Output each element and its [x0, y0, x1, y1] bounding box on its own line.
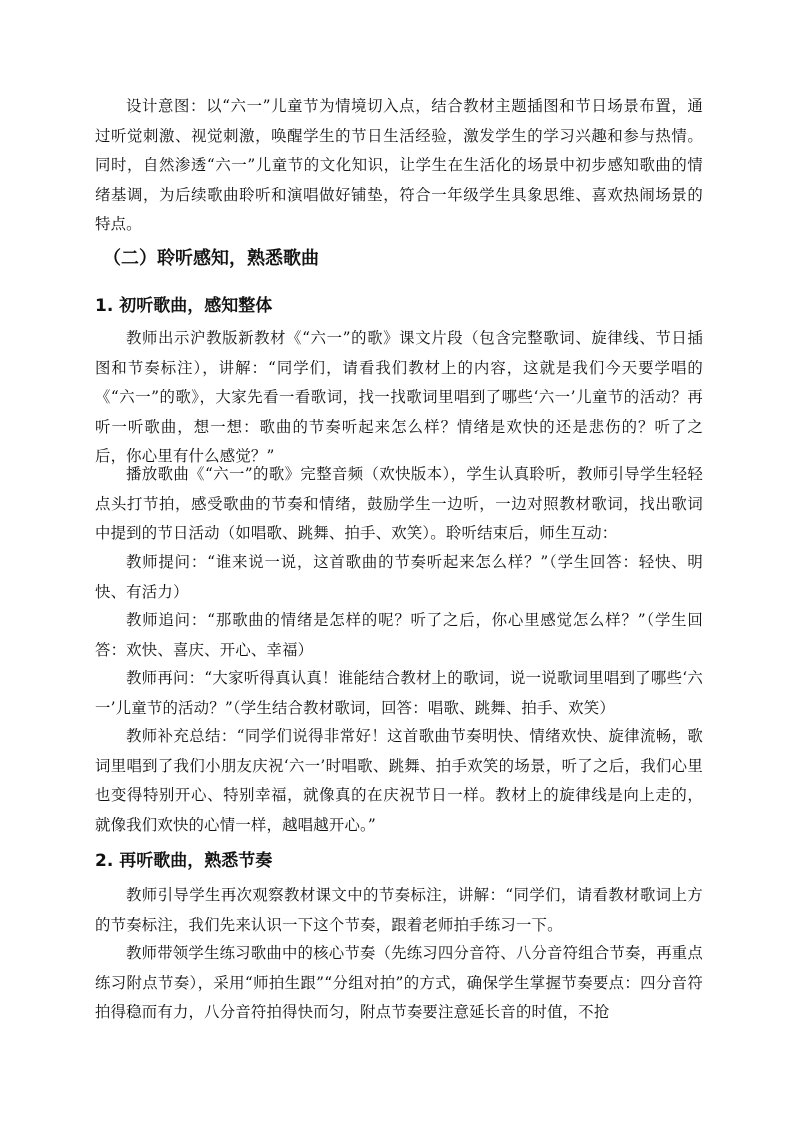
- design-intent-paragraph: 设计意图：以“六一”儿童节为情境切入点，结合教材主题插图和节日场景布置，通过听觉刺激、视觉刺激，唤醒学生的节日生活经验，激发学生的学习兴趣和参与热情。同时，自然渗透“六一”儿童节的文化知识，让学生在生活化的场景中初步感知歌曲的情绪基调，为后续歌曲聆听和演唱做好铺垫，符合一年级学生具象思维、喜欢热闹场景的特点。: [95, 97, 703, 234]
- paragraph-play-song: 播放歌曲《“六一”的歌》完整音频（欢快版本），学生认真聆听，教师引导学生轻轻点头打节拍，感受歌曲的节奏和情绪，鼓励学生一边听，一边对照教材歌词，找出歌词中提到的节日活动（如唱歌、跳舞、拍手、欢笑）。聆听结束后，师生互动：: [95, 465, 703, 543]
- section-heading-listening: （二）聆听感知，熟悉歌曲: [103, 248, 319, 269]
- paragraph-question-emotion: 教师追问：“那歌曲的情绪是怎样的呢？听了之后，你心里感觉怎么样？”（学生回答：欢快、喜庆、开心、幸福）: [95, 611, 703, 659]
- paragraph-question-rhythm: 教师提问：“谁来说一说，这首歌曲的节奏听起来怎么样？”（学生回答：轻快、明快、有活力）: [95, 553, 703, 601]
- subheading-second-listen: 2. 再听歌曲，熟悉节奏: [95, 851, 273, 871]
- paragraph-rhythm-notation: 教师引导学生再次观察教材课文中的节奏标注，讲解：“同学们，请看教材歌词上方的节奏标注，我们先来认识一下这个节奏，跟着老师拍手练习一下。: [95, 886, 703, 934]
- paragraph-teacher-summary: 教师补充总结：“同学们说得非常好！这首歌曲节奏明快、情绪欢快、旋律流畅，歌词里唱到了我们小朋友庆祝‘六一’时唱歌、跳舞、拍手欢笑的场景，听了之后，我们心里也变得特别开心、特别幸福，就像真的在庆祝节日一样。教材上的旋律线是向上走的，就像我们欢快的心情一样，越唱越开心。”: [95, 727, 703, 834]
- paragraph-textbook-intro: 教师出示沪教版新教材《“六一”的歌》课文片段（包含完整歌词、旋律线、节日插图和节奏标注），讲解：“同学们，请看我们教材上的内容，这就是我们今天要学唱的《“六一”的歌》，大家先看一看歌词，找一找歌词里唱到了哪些‘六一’儿童节的活动？再听一听歌曲，想一想：歌曲的节奏听起来怎么样？情绪是欢快的还是悲伤的？听了之后，你心里有什么感觉？”: [95, 329, 703, 466]
- paragraph-question-activities: 教师再问：“大家听得真认真！谁能结合教材上的歌词，说一说歌词里唱到了哪些‘六一’儿童节的活动？”（学生结合教材歌词，回答：唱歌、跳舞、拍手、欢笑）: [95, 669, 703, 717]
- subheading-first-listen: 1. 初听歌曲，感知整体: [95, 296, 273, 316]
- paragraph-rhythm-practice: 教师带领学生练习歌曲中的核心节奏（先练习四分音符、八分音符组合节奏，再重点练习附点节奏），采用“师拍生跟”“分组对拍”的方式，确保学生掌握节奏要点：四分音符拍得稳而有力，八分音符拍得快而匀，附点节奏要注意延长音的时值，不抢: [95, 944, 703, 1022]
